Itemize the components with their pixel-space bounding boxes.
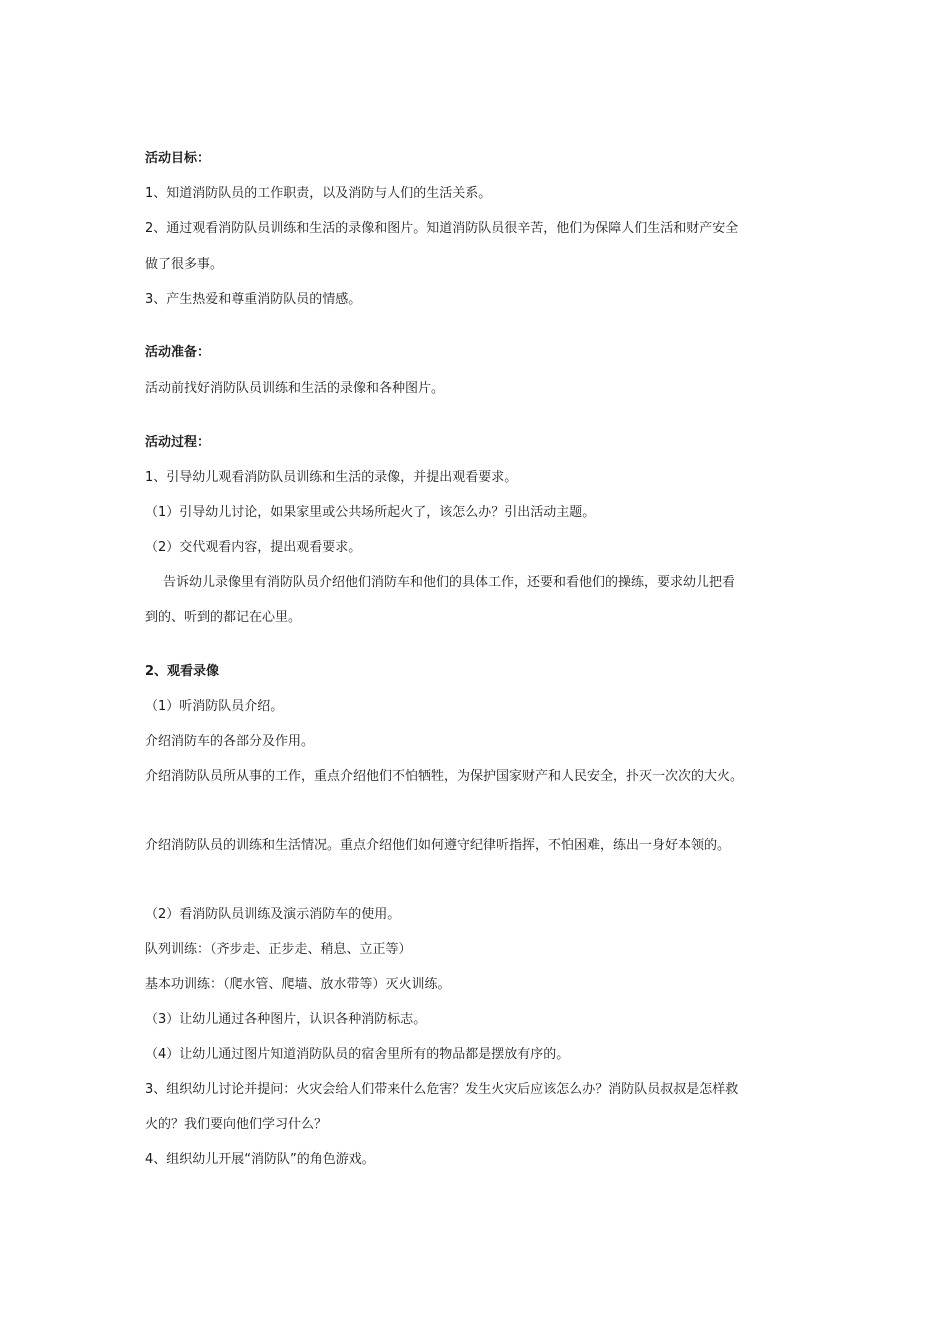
process-substep: （4）让幼儿通过图片知道消防队员的宿舍里所有的物品都是摆放有序的。 bbox=[145, 1047, 570, 1062]
process-substep: （2）看消防队员训练及演示消防车的使用。 bbox=[145, 907, 401, 922]
process-substep: （3）让幼儿通过各种图片，认识各种消防标志。 bbox=[145, 1012, 427, 1027]
preparation-text: 活动前找好消防队员训练和生活的录像和各种图片。 bbox=[145, 381, 445, 396]
process-paragraph: 告诉幼儿录像里有消防队员介绍他们消防车和他们的具体工作，还要和看他们的操练，要求幼儿把看 bbox=[163, 575, 736, 590]
process-substep: （2）交代观看内容，提出观看要求。 bbox=[145, 540, 362, 555]
goal-item: 1、知道消防队员的工作职责，以及消防与人们的生活关系。 bbox=[145, 186, 492, 201]
process-detail: 介绍消防队员所从事的工作，重点介绍他们不怕牺牲，为保护国家财产和人民安全，扑灭一次次的大火。 bbox=[145, 769, 744, 784]
process-detail: 介绍消防队员的训练和生活情况。重点介绍他们如何遵守纪律听指挥，不怕困难，练出一身好本领的。 bbox=[145, 838, 731, 853]
process-step: 1、引导幼儿观看消防队员训练和生活的录像，并提出观看要求。 bbox=[145, 470, 518, 485]
process-detail: 介绍消防车的各部分及作用。 bbox=[145, 734, 315, 749]
process-detail: 基本功训练：（爬水管、爬墙、放水带等）灭火训练。 bbox=[145, 977, 451, 992]
goals-heading: 活动目标： bbox=[145, 151, 211, 166]
process-step-continued: 火的？我们要向他们学习什么？ bbox=[145, 1117, 328, 1132]
preparation-heading: 活动准备： bbox=[145, 345, 211, 360]
process-step-heading: 2、观看录像 bbox=[145, 664, 220, 679]
process-substep: （1）听消防队员介绍。 bbox=[145, 699, 284, 714]
process-paragraph-continued: 到的、听到的都记在心里。 bbox=[145, 610, 302, 625]
goal-item: 2、通过观看消防队员训练和生活的录像和图片。知道消防队员很辛苦，他们为保障人们生活和财产安全 bbox=[145, 221, 739, 236]
process-step: 3、组织幼儿讨论并提问：火灾会给人们带来什么危害？发生火灾后应该怎么办？消防队员叔叔是怎样救 bbox=[145, 1082, 739, 1097]
process-detail: 队列训练：（齐步走、正步走、稍息、立正等） bbox=[145, 942, 412, 957]
process-heading: 活动过程： bbox=[145, 435, 211, 450]
process-substep: （1）引导幼儿讨论，如果家里或公共场所起火了，该怎么办？引出活动主题。 bbox=[145, 505, 596, 520]
goal-item-continued: 做了很多事。 bbox=[145, 257, 224, 272]
goal-item: 3、产生热爱和尊重消防队员的情感。 bbox=[145, 292, 362, 307]
process-step: 4、组织幼儿开展“消防队”的角色游戏。 bbox=[145, 1152, 375, 1167]
